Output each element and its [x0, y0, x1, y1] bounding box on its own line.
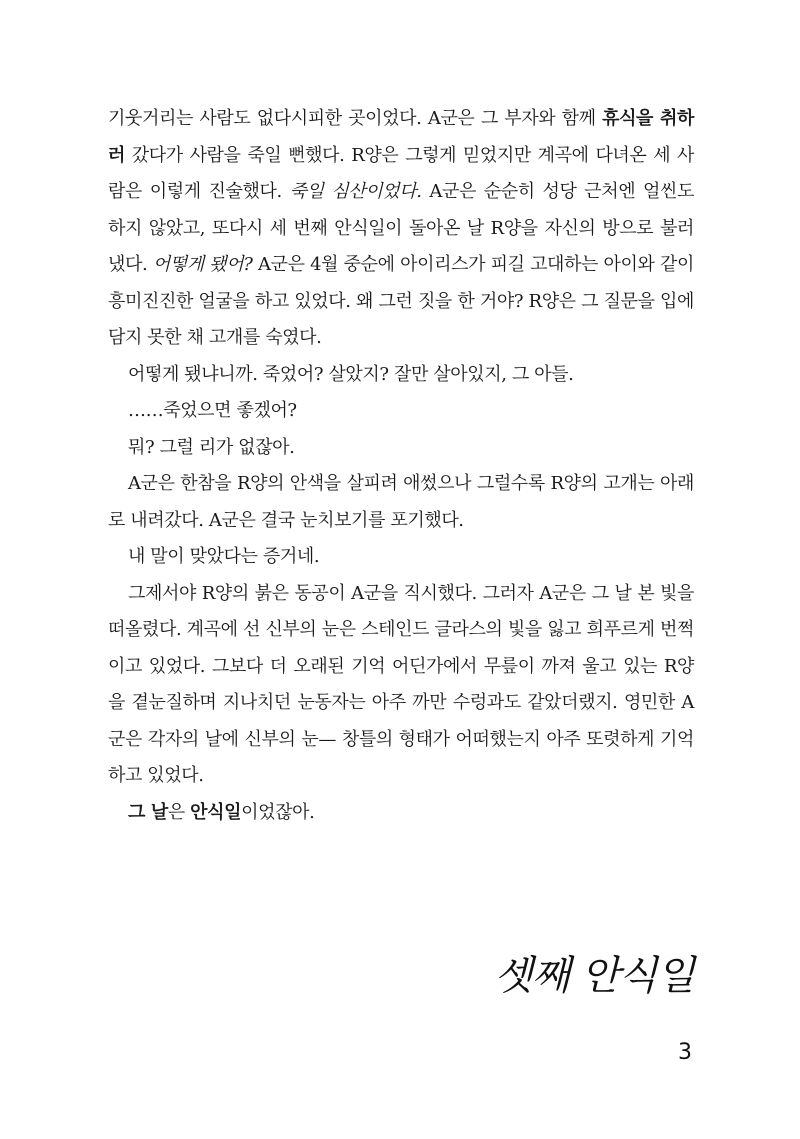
paragraph — [108, 357, 694, 394]
emphasis-bold: 그 날 — [128, 801, 168, 823]
text-run: 기웃거리는 사람도 없다시피한 곳이었다. A군은 그 부자와 함께 — [108, 108, 603, 129]
text-run: ……죽었으면 좋겠어? — [128, 400, 297, 421]
paragraph — [108, 430, 694, 467]
paragraph — [108, 101, 694, 357]
paragraph — [108, 539, 694, 576]
paragraph — [108, 576, 694, 795]
text-run: A군은 4월 중순에 아이리스가 피길 고대하는 아이와 같이 흥미진진한 얼굴을 하고 있었다. 왜 그런 짓을 한 거야? R양은 그 질문을 입에 담지 못한 채 고개를 숙였다. — [108, 254, 694, 348]
text-run: A군은 한참을 R양의 안색을 살피려 애썼으나 그럴수록 R양의 고개는 아래로 내려갔다. A군은 결국 눈치보기를 포기했다. — [108, 473, 694, 531]
text-run: 내 말이 맞았다는 증거네. — [128, 546, 320, 567]
paragraph — [108, 795, 694, 832]
emphasis-italic: 어떻게 됐어? — [152, 254, 253, 275]
emphasis-italic: 죽일 심산이었다. — [289, 181, 422, 202]
body-text — [108, 101, 694, 831]
chapter-title: 셋째 안식일 — [494, 953, 694, 999]
paragraph — [108, 393, 694, 430]
text-run: 갔다가 사람을 죽일 뻔했다. R양은 그렇게 믿었지만 계곡에 다녀온 세 사람은 이렇게 진술했다. — [108, 144, 694, 202]
text-run: 어떻게 됐냐니까. 죽었어? 살았지? 잘만 살아있지, 그 아들. — [128, 363, 574, 385]
emphasis-bold: 휴식을 취하러 — [108, 108, 694, 166]
page-number: 3 — [678, 1040, 692, 1065]
text-run: 그제서야 R양의 붉은 동공이 A군을 직시했다. 그러자 A군은 그 날 본 빛을 떠올렸다. 계곡에 선 신부의 눈은 스테인드 글라스의 빛을 잃고 희푸르게 번쩍이고 있었다. 그보다 더 오래된 기억 어딘가에서 무릎이 까져 울고 있는 R양을 곁눈질하며 지나치던 눈동자는 아주 까만 수렁과도 같았더랬지. 영민한 A군은 각자의 날에 신부의 눈— 창틀의 형태가 어떠했는지 아주 또렷하게 기억하고 있었다. — [108, 582, 694, 786]
text-run: A군은 순순히 성당 근처엔 얼씬도 하지 않았고, 또다시 세 번째 안식일이 돌아온 날 R양을 자신의 방으로 불러냈다. — [108, 181, 694, 275]
text-run: 이었잖아. — [241, 801, 315, 823]
paragraph — [108, 466, 694, 539]
text-run: 뭐? 그럴 리가 없잖아. — [128, 436, 295, 458]
text-run: 은 — [167, 801, 191, 823]
emphasis-bold: 안식일 — [190, 801, 242, 823]
